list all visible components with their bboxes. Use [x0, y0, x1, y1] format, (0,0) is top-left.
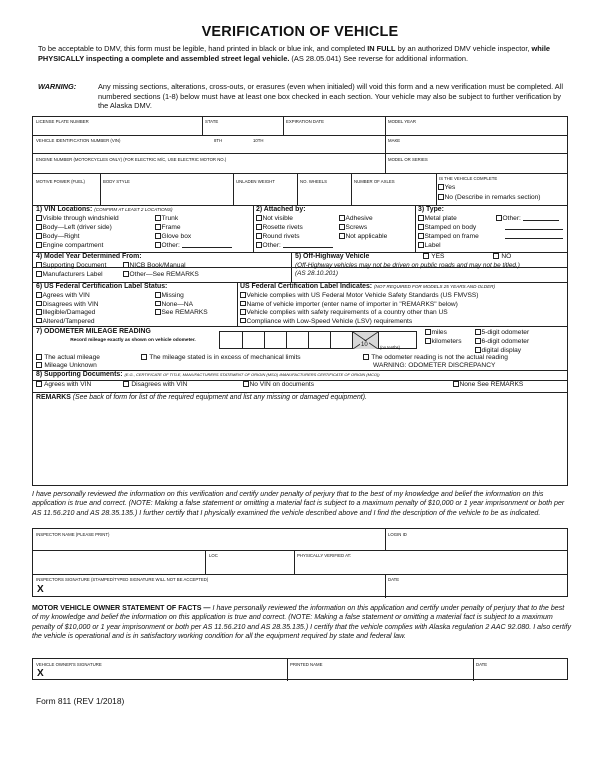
sec6b-option-1[interactable] — [240, 292, 478, 300]
checkbox-icon[interactable] — [418, 215, 424, 221]
wheels-label: NO. WHEELS — [300, 179, 327, 184]
sec4-col2-option-2[interactable] — [123, 271, 199, 279]
sec2-col2-label-3: Not applicable — [345, 233, 388, 240]
remarks-instructions: (See back of form for list of the required equipment and list any missing or damaged equipment). — [72, 394, 367, 401]
checkbox-icon[interactable] — [155, 301, 161, 307]
checkbox-icon[interactable] — [339, 215, 345, 221]
checkbox-icon[interactable] — [36, 362, 42, 368]
sec3-label-1: Metal plate — [424, 215, 457, 222]
inspector-table — [32, 528, 568, 597]
sec1-col2-label-1: Trunk — [161, 215, 179, 222]
complete-no-option[interactable] — [438, 194, 541, 202]
sec3-title: 3) Type: — [418, 206, 444, 213]
sec2-col2-option-2[interactable] — [339, 224, 367, 232]
checkbox-icon[interactable] — [363, 354, 369, 360]
sec5-note: (Off-Highway vehicles may not be driven on public roads and may not be titled.) — [295, 262, 520, 269]
sec5-no-label: NO — [501, 253, 512, 260]
sec2-col1-other-line[interactable] — [283, 242, 333, 248]
vehicle-complete-label: IS THE VEHICLE COMPLETE — [439, 176, 498, 181]
body-style-label: BODY STYLE — [103, 179, 130, 184]
loc-label: LOC — [209, 553, 218, 558]
model-year-label: MODEL YEAR — [388, 119, 416, 124]
sec6-col2-option-2[interactable] — [155, 301, 193, 309]
sec2-col1-option-4[interactable] — [256, 242, 333, 250]
unladen-weight-label: UNLADEN WEIGHT — [236, 179, 275, 184]
sec8-label-1: Agrees with VIN — [43, 381, 92, 388]
actual-mileage-option[interactable] — [36, 354, 100, 362]
sec3-other-line-2[interactable] — [505, 224, 563, 230]
not-actual-option[interactable] — [363, 354, 508, 362]
checkbox-icon[interactable] — [36, 271, 42, 277]
checkbox-icon[interactable] — [438, 184, 444, 190]
checkbox-icon[interactable] — [36, 215, 42, 221]
model-series-label: MODEL OR SERIES — [388, 157, 428, 162]
sec6b-option-4[interactable] — [240, 318, 412, 326]
tenths-digit: 10 — [361, 342, 368, 348]
sec1-col2-option-1[interactable] — [155, 215, 178, 223]
sec6-title: 6) US Federal Certification Label Status: — [36, 283, 168, 290]
sec3-label-3: Stamped on frame — [424, 233, 479, 240]
checkbox-icon[interactable] — [123, 262, 129, 268]
sec8-option-3[interactable] — [243, 381, 314, 389]
sec8-subtitle: (E.G., CERTIFICATE OF TITLE, MANUFACTURERS STATEMENT OF ORIGIN (MSO) /MANUFACTURERS CERTIFICATE OF ORIGIN (MCO)) — [124, 372, 380, 377]
sec5-yes-label: YES — [431, 253, 445, 260]
owner-signature-x: X — [37, 668, 44, 679]
sec6b-label-3: Vehicle complies with safety requirements of a country other than US — [246, 309, 448, 316]
sec4-col2-label-2: Other—See REMARKS — [129, 271, 199, 278]
sec4-col2-option-1[interactable] — [123, 262, 186, 270]
sec6-col1-option-4[interactable] — [36, 318, 95, 326]
sec1-col1-label-3: Body—Right — [42, 233, 80, 240]
intro-text-1: To be acceptable to DMV, this form must be legible, hand printed in black or blue ink, and completed — [38, 44, 368, 53]
sec5-title: 5) Off-Highway Vehicle — [295, 253, 370, 260]
sec1-col2-label-4: Other: — [161, 242, 180, 249]
sec2-col1-label-3: Round rivets — [262, 233, 300, 240]
sec6-col1-option-1[interactable] — [36, 292, 90, 300]
warning-block — [38, 82, 568, 111]
printed-name-label: PRINTED NAME — [290, 662, 323, 667]
checkbox-icon[interactable] — [243, 381, 249, 387]
digits-5-label: 5-digit odometer — [481, 329, 530, 336]
checkbox-icon[interactable] — [240, 309, 246, 315]
sec6-col1-label-4: Altered/Tampered — [42, 317, 95, 325]
intro-bold-2: while PHYSICALLY inspecting a complete and assembled street legal vehicle. — [38, 44, 551, 63]
digits-5-option[interactable] — [475, 329, 529, 337]
sec8-option-2[interactable] — [123, 381, 187, 389]
checkbox-icon[interactable] — [418, 242, 424, 248]
sec8-label-4: None See REMARKS — [459, 381, 524, 388]
sec6-col2-label-2: None—NA — [161, 300, 194, 308]
sec5-no-option[interactable] — [493, 253, 511, 261]
sec3-other-label: Other: — [502, 215, 521, 222]
sec1-subtitle: (CONFIRM AT LEAST 2 LOCATIONS) — [94, 207, 173, 212]
owner-signature-field[interactable] — [33, 659, 287, 681]
sec3-option-3[interactable] — [418, 233, 479, 241]
form-number: Form 811 (REV 1/2018) — [36, 696, 125, 706]
checkbox-icon[interactable] — [155, 309, 161, 315]
checkbox-icon[interactable] — [418, 233, 424, 239]
sec3-label-4: Label — [424, 242, 441, 249]
sec2-title: 2) Attached by: — [256, 206, 306, 213]
owner-signature-label: VEHICLE OWNER'S SIGNATURE — [36, 662, 102, 667]
checkbox-icon[interactable] — [339, 224, 345, 230]
sec6b-label-4: Compliance with Low-Speed Vehicle (LSV) requirements — [246, 317, 413, 325]
checkbox-icon[interactable] — [141, 354, 147, 360]
sec6-col2-option-3[interactable] — [155, 309, 208, 317]
inspector-name-field[interactable] — [33, 529, 385, 550]
form-title: VERIFICATION OF VEHICLE — [201, 24, 399, 40]
verified-at-label: PHYSICALLY VERIFIED AT: — [297, 553, 351, 558]
sec2-col1-option-3[interactable] — [256, 233, 300, 241]
sec1-col2-option-4[interactable] — [155, 242, 232, 250]
checkbox-icon[interactable] — [453, 381, 459, 387]
sec4-col1-option-2[interactable] — [36, 271, 103, 279]
checkbox-icon[interactable] — [240, 301, 246, 307]
remarks-label: REMARKS — [36, 394, 71, 401]
warning-text: Any missing sections, alterations, cross-outs, or erasures (even when initialed) will void this form and a new verification must be completed. All numbered sections (1-8) below must have at least one box checked in each section. Your vehicle may also be subject to further verification by the Alaska DMV. — [98, 82, 563, 111]
sec1-col2-option-2[interactable] — [155, 224, 181, 232]
sec1-title — [36, 206, 172, 214]
sec8-title — [36, 371, 380, 379]
vehicle-info-table — [32, 116, 568, 486]
sec2-col1-label-4: Other: — [262, 242, 281, 249]
sec6-col1-label-2: Disagrees with VIN — [42, 300, 99, 308]
complete-yes-label: Yes — [444, 184, 456, 191]
checkbox-icon[interactable] — [423, 253, 429, 259]
checkbox-icon[interactable] — [425, 338, 431, 344]
sec2-col1-label-2: Rosette rivets — [262, 224, 303, 231]
sec3-option-1[interactable] — [418, 215, 457, 223]
sec1-col2-other-line[interactable] — [182, 242, 232, 248]
sec3-label-2: Stamped on body — [424, 224, 477, 231]
sec8-title-text: 8) Supporting Documents: — [36, 371, 123, 378]
checkbox-icon[interactable] — [256, 233, 262, 239]
checkbox-icon[interactable] — [36, 292, 42, 298]
intro-bold-1: IN FULL — [367, 44, 396, 53]
sec2-col2-option-3[interactable] — [339, 233, 387, 241]
sec6b-option-3[interactable] — [240, 309, 448, 317]
checkbox-icon[interactable] — [36, 318, 42, 324]
license-plate-label: LICENSE PLATE NUMBER — [36, 119, 89, 124]
checkbox-icon[interactable] — [36, 224, 42, 230]
sec6-col1-label-3: Illegible/Damaged — [42, 309, 96, 316]
checkbox-icon[interactable] — [36, 233, 42, 239]
motive-power-label: MOTIVE POWER (FUEL) — [36, 179, 85, 184]
make-label: MAKE — [388, 138, 401, 143]
sec8-option-1[interactable] — [36, 381, 91, 389]
sec4-col1-option-1[interactable] — [36, 262, 106, 270]
kilometers-option[interactable] — [425, 338, 462, 346]
complete-no-label: No (Describe in remarks section) — [444, 194, 541, 201]
sec6-col2-option-1[interactable] — [155, 292, 184, 300]
sec3-other-line[interactable] — [523, 215, 559, 221]
checkbox-icon[interactable] — [256, 224, 262, 230]
complete-yes-option[interactable] — [438, 184, 455, 192]
inspector-certification: I have personally reviewed the information on this verification and certify under penalty of perjury that to the best of my knowledge and belief the information on this application is true and correct. (NOTE: Making a false statement or omitting a material fact is subject to a maximum penalty of $10,000 or 1 year imprisonment or both per AS 11.56.210 and AS 28.35.135.) I further certify that I physically examined the vehicle described above and I find the description of the vehicle to be as indicated. — [32, 490, 565, 517]
sec3-other-option[interactable] — [496, 215, 559, 223]
checkbox-icon[interactable] — [123, 271, 129, 277]
checkbox-icon[interactable] — [155, 224, 161, 230]
miles-label: miles — [431, 329, 447, 336]
vin-8th-label: 8TH — [214, 138, 223, 143]
sec2-col1-label-1: Not visible — [262, 215, 293, 222]
odometer-reading-box[interactable] — [219, 331, 417, 349]
expiration-label: EXPIRATION DATE — [286, 119, 325, 124]
sec1-title-text: 1) VIN Locations: — [36, 206, 93, 213]
checkbox-icon[interactable] — [475, 347, 481, 353]
sec1-col1-option-4[interactable] — [36, 242, 103, 250]
sec2-col2-option-1[interactable] — [339, 215, 373, 223]
sec1-col1-option-3[interactable] — [36, 233, 80, 241]
state-label: STATE — [205, 119, 219, 124]
excess-mileage-label: The mileage stated is in excess of mechanical limits — [149, 354, 301, 361]
engine-label: ENGINE NUMBER (MOTORCYCLES ONLY) (FOR ELECTRIC M/C, USE ELECTRIC MOTOR NO.) — [36, 157, 227, 162]
sec4-col1-label-1: Supporting Document — [42, 262, 107, 269]
sec6b-label-2: Name of vehicle importer (enter name of importer in "REMARKS" below) — [246, 300, 458, 308]
remarks-heading — [36, 394, 367, 402]
sec6b-subtitle: (NOT REQUIRED FOR MODELS 25 YEARS AND OLDER) — [374, 284, 496, 289]
sec8-option-4[interactable] — [453, 381, 523, 389]
checkbox-icon[interactable] — [36, 381, 42, 387]
digits-6-label: 6-digit odometer — [481, 338, 530, 345]
sec4-col1-label-2: Manufacturers Label — [42, 271, 103, 278]
login-id-label: LOGIN ID — [388, 532, 407, 537]
inspector-name-label: INSPECTOR NAME (PLEASE PRINT) — [36, 532, 110, 537]
sec4-col2-label-1: NICB Book/Manual — [129, 262, 186, 269]
checkbox-icon[interactable] — [36, 242, 42, 248]
sec6-col1-option-2[interactable] — [36, 301, 99, 309]
axles-label: NUMBER OF AXLES — [354, 179, 395, 184]
odometer-discrepancy-warning: WARNING: ODOMETER DISCREPANCY — [373, 362, 496, 369]
sec3-option-2[interactable] — [418, 224, 476, 232]
checkbox-icon[interactable] — [36, 354, 42, 360]
checkbox-icon[interactable] — [155, 215, 161, 221]
no-tenths-label: (no tenths) — [380, 345, 401, 350]
checkbox-icon[interactable] — [36, 301, 42, 307]
sec6-col1-option-3[interactable] — [36, 309, 95, 317]
owner-statement — [32, 604, 572, 641]
excess-mileage-option[interactable] — [141, 354, 301, 362]
intro-text-3: (AS 28.05.041) See reverse for additional information. — [289, 53, 469, 63]
sec1-col1-label-4: Engine compartment — [42, 242, 104, 249]
sec2-col2-label-1: Adhesive — [345, 215, 373, 222]
inspector-date-label: DATE — [388, 577, 400, 582]
sec8-label-2: Disagrees with VIN — [131, 381, 188, 388]
sec1-col2-option-3[interactable] — [155, 233, 191, 241]
sec5-ref: (AS 28.10.201) — [295, 270, 338, 277]
checkbox-icon[interactable] — [36, 309, 42, 315]
warning-label: WARNING: — [38, 82, 77, 91]
sec3-option-4[interactable] — [418, 242, 441, 250]
sec1-col1-option-1[interactable] — [36, 215, 119, 223]
mileage-unknown-option[interactable] — [36, 362, 97, 370]
checkbox-icon[interactable] — [36, 262, 42, 268]
vin-10th-label: 10TH — [253, 138, 264, 143]
inspector-signature-field[interactable] — [33, 574, 385, 598]
sec6-col2-label-1: Missing — [161, 292, 184, 299]
checkbox-icon[interactable] — [155, 233, 161, 239]
sec1-col1-label-2: Body—Left (driver side) — [42, 224, 112, 231]
not-actual-label: The odometer reading is not the actual reading — [371, 354, 508, 361]
sec4-title: 4) Model Year Determined From: — [36, 253, 142, 260]
owner-statement-text: I have personally reviewed the information on this application and certify under penalty of perjury that to the best of my knowledge and belief the information on this application is true and correct. (NOTE: Making a false statement or omitting a material fact is subject to a maximum penalty of $10,000 or 1 year imprisonment or both per AS 11.56.210 and AS 28.35.135.) I certify that the vehicle complies with Alaska regulation 2 AAC 92.080. I also certify the vehicle is operational and is in satisfactory working condition for all the equipment required by state and federal law. — [32, 604, 572, 640]
checkbox-icon[interactable] — [425, 329, 431, 335]
sec6b-title — [240, 283, 495, 291]
sec6b-option-2[interactable] — [240, 301, 458, 309]
checkbox-icon[interactable] — [438, 194, 444, 200]
checkbox-icon[interactable] — [240, 318, 246, 324]
sec2-col1-option-1[interactable] — [256, 215, 293, 223]
inspector-signature-label: INSPECTORS SIGNATURE (STAMPED/TYPED SIGNATURE WILL NOT BE ACCEPTED) — [36, 577, 209, 582]
checkbox-icon[interactable] — [493, 253, 499, 259]
checkbox-icon[interactable] — [496, 215, 502, 221]
sec1-col1-option-2[interactable] — [36, 224, 112, 232]
digits-6-option[interactable] — [475, 338, 529, 346]
sec6-col1-label-1: Agrees with VIN — [42, 292, 90, 299]
checkbox-icon[interactable] — [339, 233, 345, 239]
sec8-label-3: No VIN on documents — [249, 381, 315, 388]
sec2-col2-label-2: Screws — [345, 224, 368, 231]
checkbox-icon[interactable] — [256, 242, 262, 248]
sec1-col2-label-2: Frame — [161, 224, 181, 231]
intro-text-2: by an authorized DMV vehicle inspector, — [395, 44, 532, 53]
sec7-title: 7) ODOMETER MILEAGE READING — [36, 328, 151, 335]
owner-date-label: DATE — [476, 662, 488, 667]
sec6b-label-1: Vehicle complies with US Federal Motor Vehicle Safety Standards (US FMVSS) — [246, 292, 479, 299]
mileage-unknown-label: Mileage Unknown — [44, 362, 97, 369]
checkbox-icon[interactable] — [155, 242, 161, 248]
sec7-subtitle: Record mileage exactly as shown on vehicle odometer. — [70, 338, 196, 343]
owner-statement-title: MOTOR VEHICLE OWNER STATEMENT OF FACTS — — [32, 604, 211, 612]
sec1-col2-label-3: Glove box — [161, 233, 192, 240]
digital-display-label: digital display — [481, 347, 522, 354]
inspector-signature-x: X — [37, 584, 44, 595]
checkbox-icon[interactable] — [475, 329, 481, 335]
kilometers-label: kilometers — [431, 338, 462, 345]
sec6-col2-label-3: See REMARKS — [161, 309, 208, 316]
miles-option[interactable] — [425, 329, 447, 337]
checkbox-icon[interactable] — [475, 338, 481, 344]
sec5-yes-option[interactable] — [423, 253, 444, 261]
owner-table — [32, 658, 568, 680]
vin-label: VEHICLE IDENTIFICATION NUMBER (VIN) — [36, 138, 121, 143]
checkbox-icon[interactable] — [240, 292, 246, 298]
remarks-area[interactable] — [33, 405, 567, 485]
checkbox-icon[interactable] — [155, 292, 161, 298]
intro-paragraph — [38, 44, 566, 63]
actual-mileage-label: The actual mileage — [44, 354, 100, 361]
sec2-col1-option-2[interactable] — [256, 224, 303, 232]
sec3-other-line-3[interactable] — [505, 233, 563, 239]
sec6b-title-text: US Federal Certification Label Indicates: — [240, 283, 373, 290]
checkbox-icon[interactable] — [123, 381, 129, 387]
checkbox-icon[interactable] — [256, 215, 262, 221]
sec1-col1-label-1: Visible through windshield — [42, 215, 119, 222]
checkbox-icon[interactable] — [418, 224, 424, 230]
